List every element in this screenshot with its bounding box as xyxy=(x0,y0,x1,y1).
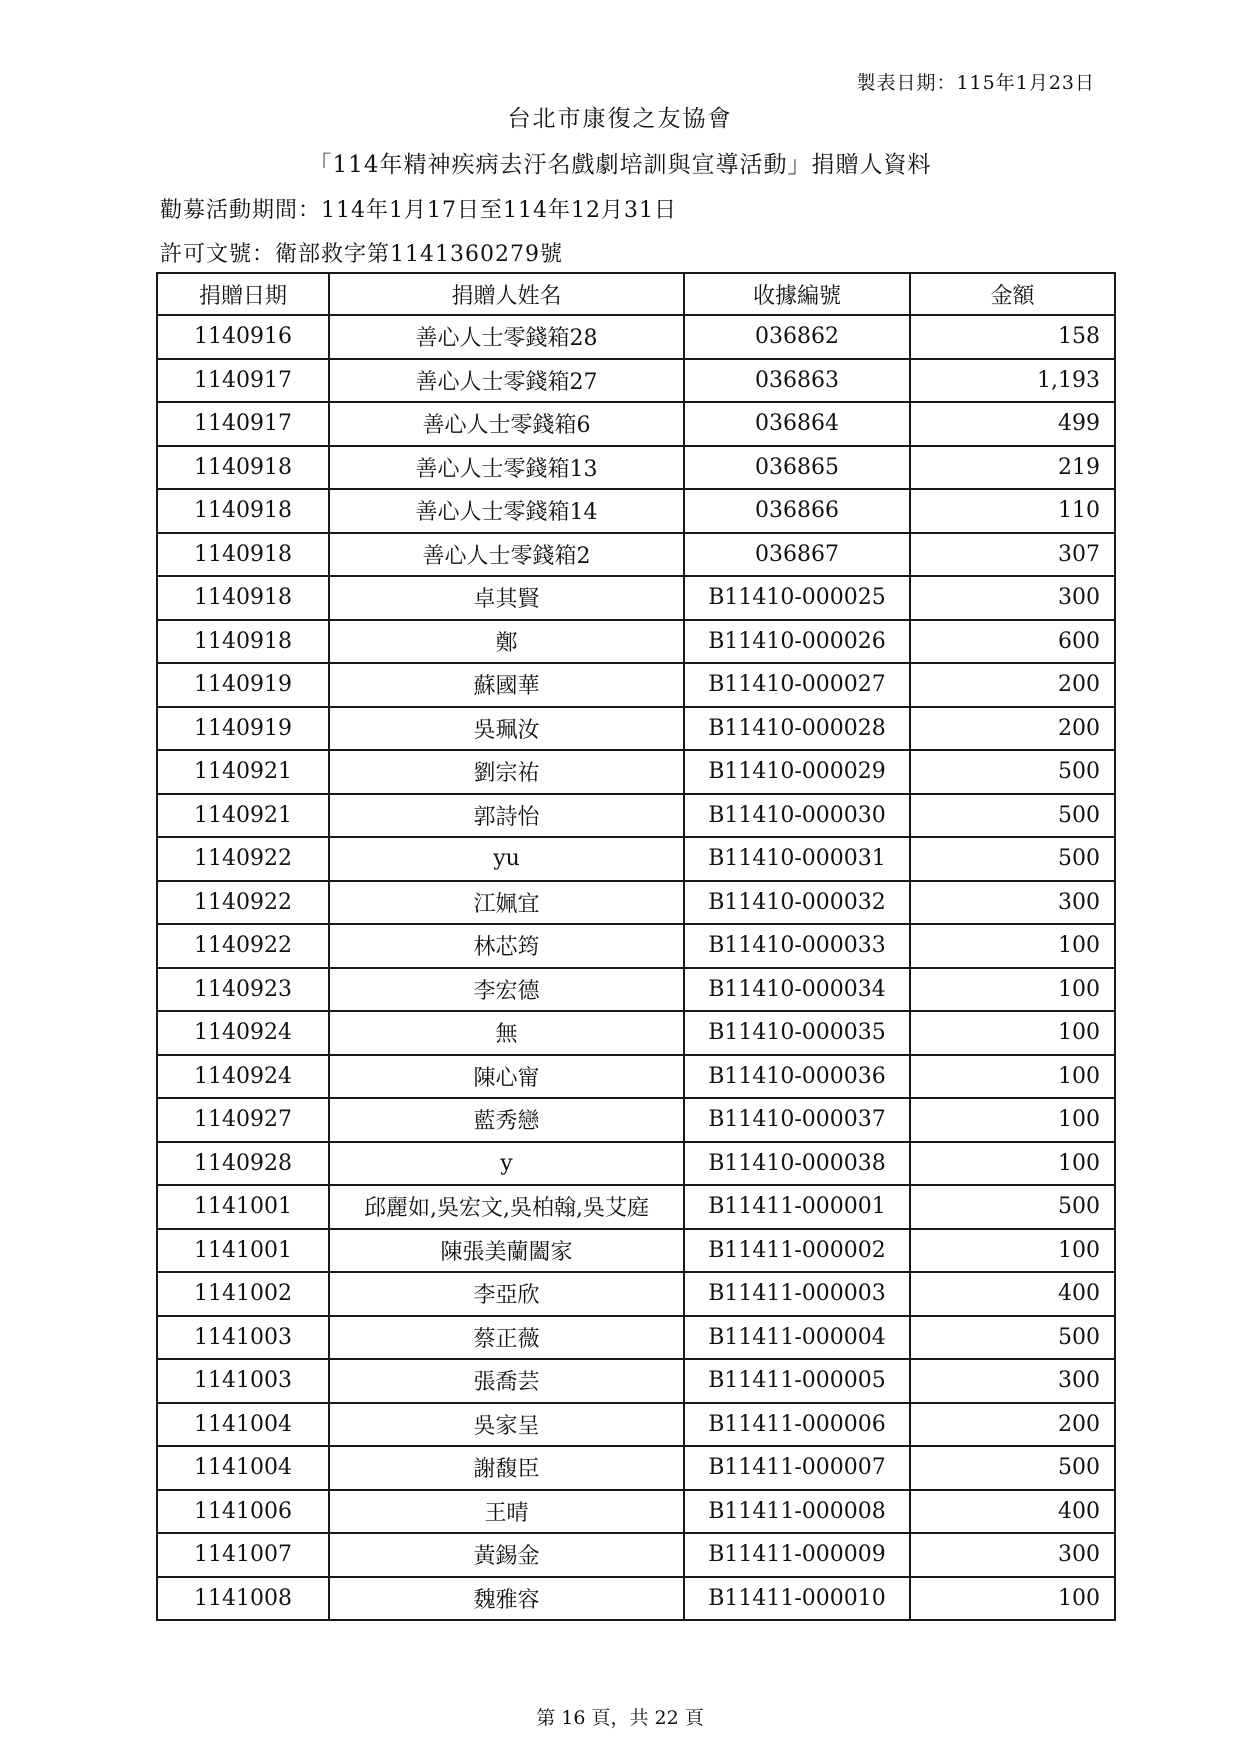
cell-donation-date: 1140927 xyxy=(157,1098,329,1142)
cell-donation-date: 1140917 xyxy=(157,359,329,403)
cell-donation-date: 1140917 xyxy=(157,402,329,446)
page-number: 第 16 頁，共 22 頁 xyxy=(536,1707,704,1729)
cell-receipt-number: 036864 xyxy=(684,402,910,446)
cell-receipt-number: B11411-000010 xyxy=(684,1577,910,1621)
donor-table-body xyxy=(157,315,1115,1620)
cell-receipt-number: B11410-000034 xyxy=(684,968,910,1012)
table-row xyxy=(157,1142,1115,1186)
cell-amount: 110 xyxy=(910,489,1115,533)
cell-amount: 500 xyxy=(910,750,1115,794)
table-row xyxy=(157,1272,1115,1316)
table-row xyxy=(157,402,1115,446)
column-header-donor-name: 捐贈人姓名 xyxy=(329,273,684,315)
cell-amount: 200 xyxy=(910,1403,1115,1447)
cell-donation-date: 1140918 xyxy=(157,489,329,533)
table-row xyxy=(157,620,1115,664)
table-row xyxy=(157,1316,1115,1360)
cell-donation-date: 1141002 xyxy=(157,1272,329,1316)
cell-amount: 300 xyxy=(910,881,1115,925)
cell-amount: 300 xyxy=(910,576,1115,620)
cell-donor-name: 善心人士零錢箱13 xyxy=(329,446,684,490)
cell-amount: 219 xyxy=(910,446,1115,490)
cell-donation-date: 1140922 xyxy=(157,924,329,968)
cell-donor-name: 李亞欣 xyxy=(329,1272,684,1316)
table-row xyxy=(157,1011,1115,1055)
table-row xyxy=(157,1533,1115,1577)
cell-donation-date: 1141004 xyxy=(157,1446,329,1490)
cell-amount: 100 xyxy=(910,1577,1115,1621)
cell-donation-date: 1141008 xyxy=(157,1577,329,1621)
cell-amount: 100 xyxy=(910,1229,1115,1273)
cell-receipt-number: 036865 xyxy=(684,446,910,490)
table-row xyxy=(157,315,1115,359)
cell-donor-name: 鄭 xyxy=(329,620,684,664)
table-row xyxy=(157,1577,1115,1621)
cell-amount: 300 xyxy=(910,1359,1115,1403)
table-row xyxy=(157,1446,1115,1490)
table-row xyxy=(157,881,1115,925)
cell-donor-name: 蔡正薇 xyxy=(329,1316,684,1360)
cell-donation-date: 1140919 xyxy=(157,663,329,707)
cell-receipt-number: B11410-000029 xyxy=(684,750,910,794)
table-row xyxy=(157,663,1115,707)
cell-receipt-number: B11410-000032 xyxy=(684,881,910,925)
cell-amount: 307 xyxy=(910,533,1115,577)
cell-donor-name: 張喬芸 xyxy=(329,1359,684,1403)
cell-donation-date: 1140923 xyxy=(157,968,329,1012)
cell-amount: 499 xyxy=(910,402,1115,446)
cell-amount: 100 xyxy=(910,1011,1115,1055)
cell-donation-date: 1141004 xyxy=(157,1403,329,1447)
table-row xyxy=(157,1359,1115,1403)
cell-amount: 600 xyxy=(910,620,1115,664)
cell-donor-name: 善心人士零錢箱27 xyxy=(329,359,684,403)
cell-donor-name: 謝馥臣 xyxy=(329,1446,684,1490)
table-row xyxy=(157,750,1115,794)
cell-receipt-number: 036867 xyxy=(684,533,910,577)
cell-donor-name: 卓其賢 xyxy=(329,576,684,620)
cell-amount: 400 xyxy=(910,1490,1115,1534)
cell-donation-date: 1140918 xyxy=(157,446,329,490)
cell-donation-date: 1141001 xyxy=(157,1185,329,1229)
table-row xyxy=(157,924,1115,968)
cell-amount: 158 xyxy=(910,315,1115,359)
cell-donation-date: 1140916 xyxy=(157,315,329,359)
cell-amount: 100 xyxy=(910,1142,1115,1186)
cell-amount: 200 xyxy=(910,663,1115,707)
cell-donor-name: 蘇國華 xyxy=(329,663,684,707)
cell-receipt-number: B11410-000035 xyxy=(684,1011,910,1055)
cell-receipt-number: B11411-000008 xyxy=(684,1490,910,1534)
cell-receipt-number: B11410-000038 xyxy=(684,1142,910,1186)
cell-receipt-number: B11410-000031 xyxy=(684,837,910,881)
cell-receipt-number: B11410-000033 xyxy=(684,924,910,968)
cell-donor-name: 善心人士零錢箱2 xyxy=(329,533,684,577)
cell-receipt-number: B11411-000003 xyxy=(684,1272,910,1316)
cell-receipt-number: 036863 xyxy=(684,359,910,403)
cell-donor-name: 林芯筠 xyxy=(329,924,684,968)
cell-donor-name: yu xyxy=(329,837,684,881)
cell-donor-name: 王晴 xyxy=(329,1490,684,1534)
cell-receipt-number: B11411-000006 xyxy=(684,1403,910,1447)
cell-amount: 500 xyxy=(910,794,1115,838)
table-row xyxy=(157,489,1115,533)
column-header-date: 捐贈日期 xyxy=(157,273,329,315)
table-row xyxy=(157,359,1115,403)
table-row xyxy=(157,707,1115,751)
permit-number: 許可文號：衛部救字第1141360279號 xyxy=(160,242,563,267)
cell-receipt-number: B11410-000037 xyxy=(684,1098,910,1142)
cell-amount: 300 xyxy=(910,1533,1115,1577)
cell-receipt-number: 036866 xyxy=(684,489,910,533)
cell-donation-date: 1140921 xyxy=(157,750,329,794)
cell-donor-name: 無 xyxy=(329,1011,684,1055)
cell-donation-date: 1140928 xyxy=(157,1142,329,1186)
cell-receipt-number: B11410-000028 xyxy=(684,707,910,751)
cell-donation-date: 1140918 xyxy=(157,620,329,664)
cell-donor-name: 黃錫金 xyxy=(329,1533,684,1577)
cell-receipt-number: B11411-000004 xyxy=(684,1316,910,1360)
column-header-amount: 金額 xyxy=(910,273,1115,315)
cell-donation-date: 1140918 xyxy=(157,533,329,577)
cell-amount: 500 xyxy=(910,837,1115,881)
cell-receipt-number: B11410-000026 xyxy=(684,620,910,664)
cell-amount: 200 xyxy=(910,707,1115,751)
cell-donation-date: 1140924 xyxy=(157,1011,329,1055)
cell-donor-name: 藍秀戀 xyxy=(329,1098,684,1142)
cell-receipt-number: B11410-000025 xyxy=(684,576,910,620)
cell-donor-name: 陳心甯 xyxy=(329,1055,684,1099)
cell-donation-date: 1141006 xyxy=(157,1490,329,1534)
cell-donation-date: 1140922 xyxy=(157,837,329,881)
table-row xyxy=(157,837,1115,881)
donor-table xyxy=(156,272,1116,1621)
cell-amount: 100 xyxy=(910,968,1115,1012)
cell-donor-name: 李宏德 xyxy=(329,968,684,1012)
cell-donation-date: 1141007 xyxy=(157,1533,329,1577)
cell-donation-date: 1141001 xyxy=(157,1229,329,1273)
table-row xyxy=(157,1098,1115,1142)
cell-receipt-number: 036862 xyxy=(684,315,910,359)
cell-donation-date: 1140919 xyxy=(157,707,329,751)
cell-donor-name: 吳珮汝 xyxy=(329,707,684,751)
table-row xyxy=(157,1403,1115,1447)
made-date: 製表日期：115年1月23日 xyxy=(856,72,1095,94)
cell-amount: 100 xyxy=(910,1098,1115,1142)
table-row xyxy=(157,794,1115,838)
cell-donor-name: 善心人士零錢箱14 xyxy=(329,489,684,533)
cell-donation-date: 1140921 xyxy=(157,794,329,838)
organization-title: 台北市康復之友協會 xyxy=(507,106,733,132)
cell-receipt-number: B11411-000007 xyxy=(684,1446,910,1490)
cell-donor-name: 陳張美蘭闔家 xyxy=(329,1229,684,1273)
cell-donor-name: 劉宗祐 xyxy=(329,750,684,794)
cell-amount: 500 xyxy=(910,1185,1115,1229)
cell-donor-name: 善心人士零錢箱28 xyxy=(329,315,684,359)
cell-amount: 1,193 xyxy=(910,359,1115,403)
cell-donor-name: 善心人士零錢箱6 xyxy=(329,402,684,446)
cell-receipt-number: B11410-000027 xyxy=(684,663,910,707)
cell-amount: 500 xyxy=(910,1446,1115,1490)
table-row xyxy=(157,968,1115,1012)
cell-amount: 500 xyxy=(910,1316,1115,1360)
cell-donation-date: 1140924 xyxy=(157,1055,329,1099)
cell-donation-date: 1141003 xyxy=(157,1316,329,1360)
table-header-row xyxy=(157,273,1115,315)
table-row xyxy=(157,446,1115,490)
cell-receipt-number: B11411-000005 xyxy=(684,1359,910,1403)
table-row xyxy=(157,1055,1115,1099)
table-row xyxy=(157,1229,1115,1273)
table-row xyxy=(157,1490,1115,1534)
column-header-receipt-number: 收據編號 xyxy=(684,273,910,315)
cell-donation-date: 1140922 xyxy=(157,881,329,925)
table-row xyxy=(157,576,1115,620)
cell-amount: 400 xyxy=(910,1272,1115,1316)
cell-receipt-number: B11411-000002 xyxy=(684,1229,910,1273)
cell-receipt-number: B11410-000030 xyxy=(684,794,910,838)
document-title: 「114年精神疾病去汙名戲劇培訓與宣導活動」捐贈人資料 xyxy=(308,152,932,178)
cell-donor-name: y xyxy=(329,1142,684,1186)
cell-donor-name: 邱麗如,吳宏文,吳柏翰,吳艾庭 xyxy=(329,1185,684,1229)
cell-donor-name: 吳家呈 xyxy=(329,1403,684,1447)
cell-donor-name: 魏雅容 xyxy=(329,1577,684,1621)
campaign-period: 勸募活動期間：114年1月17日至114年12月31日 xyxy=(160,198,677,223)
table-row xyxy=(157,1185,1115,1229)
table-row xyxy=(157,533,1115,577)
cell-donor-name: 江姵宜 xyxy=(329,881,684,925)
cell-donation-date: 1141003 xyxy=(157,1359,329,1403)
cell-receipt-number: B11411-000009 xyxy=(684,1533,910,1577)
cell-donation-date: 1140918 xyxy=(157,576,329,620)
cell-amount: 100 xyxy=(910,1055,1115,1099)
cell-receipt-number: B11410-000036 xyxy=(684,1055,910,1099)
cell-amount: 100 xyxy=(910,924,1115,968)
cell-donor-name: 郭詩怡 xyxy=(329,794,684,838)
cell-receipt-number: B11411-000001 xyxy=(684,1185,910,1229)
